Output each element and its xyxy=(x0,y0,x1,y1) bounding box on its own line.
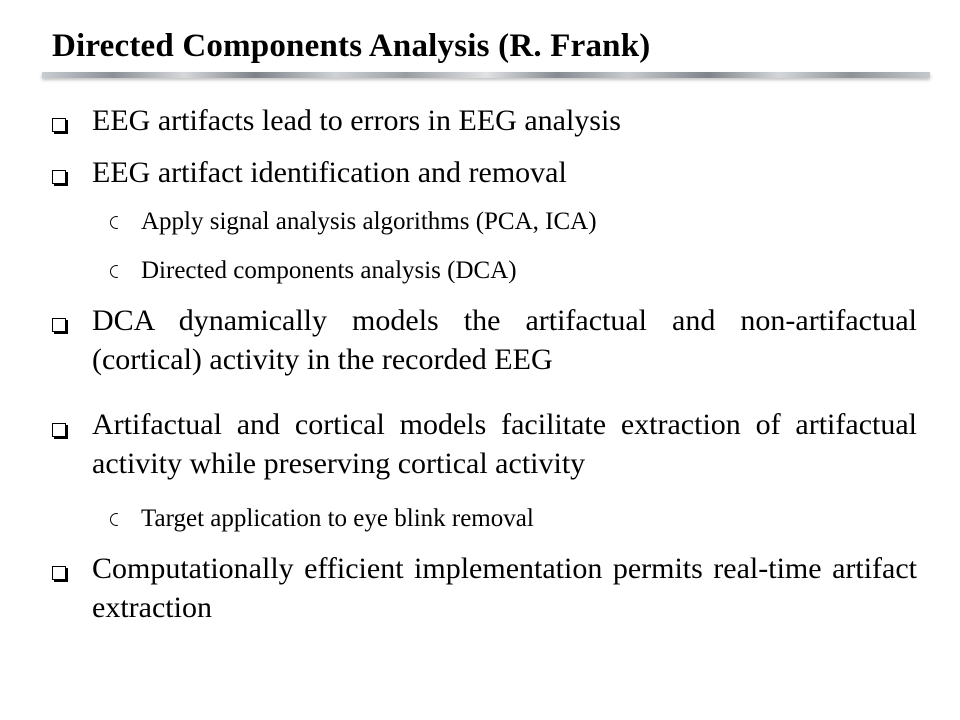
bullet-text: DCA dynamically models the artifactual and non-artifactual (cortical) activity in the recorded EEG xyxy=(92,304,917,376)
open-circle-bullet-icon xyxy=(110,216,123,229)
open-circle-bullet-icon xyxy=(110,513,123,526)
sub-bullet-text: Apply signal analysis algorithms (PCA, ICA) xyxy=(141,208,597,235)
bullet-text: EEG artifacts lead to errors in EEG analysis xyxy=(92,104,621,137)
square-bullet-icon xyxy=(52,170,66,184)
open-circle-bullet-icon xyxy=(110,265,123,278)
square-bullet-icon xyxy=(52,118,66,132)
square-bullet-icon xyxy=(52,318,66,332)
bullet-text: EEG artifact identification and removal xyxy=(92,156,567,189)
sub-bullet-text: Directed components analysis (DCA) xyxy=(141,257,517,284)
slide-title: Directed Components Analysis (R. Frank) xyxy=(52,28,651,64)
square-bullet-icon xyxy=(52,423,66,437)
title-divider xyxy=(42,72,930,78)
bullet-text: Artifactual and cortical models facilitate extraction of artifactual activity while preserving cortical activity xyxy=(92,408,917,480)
sub-bullet-text: Target application to eye blink removal xyxy=(141,505,534,532)
square-bullet-icon xyxy=(52,566,66,580)
bullet-text: Computationally efficient implementation permits real-time artifact extraction xyxy=(92,552,917,624)
